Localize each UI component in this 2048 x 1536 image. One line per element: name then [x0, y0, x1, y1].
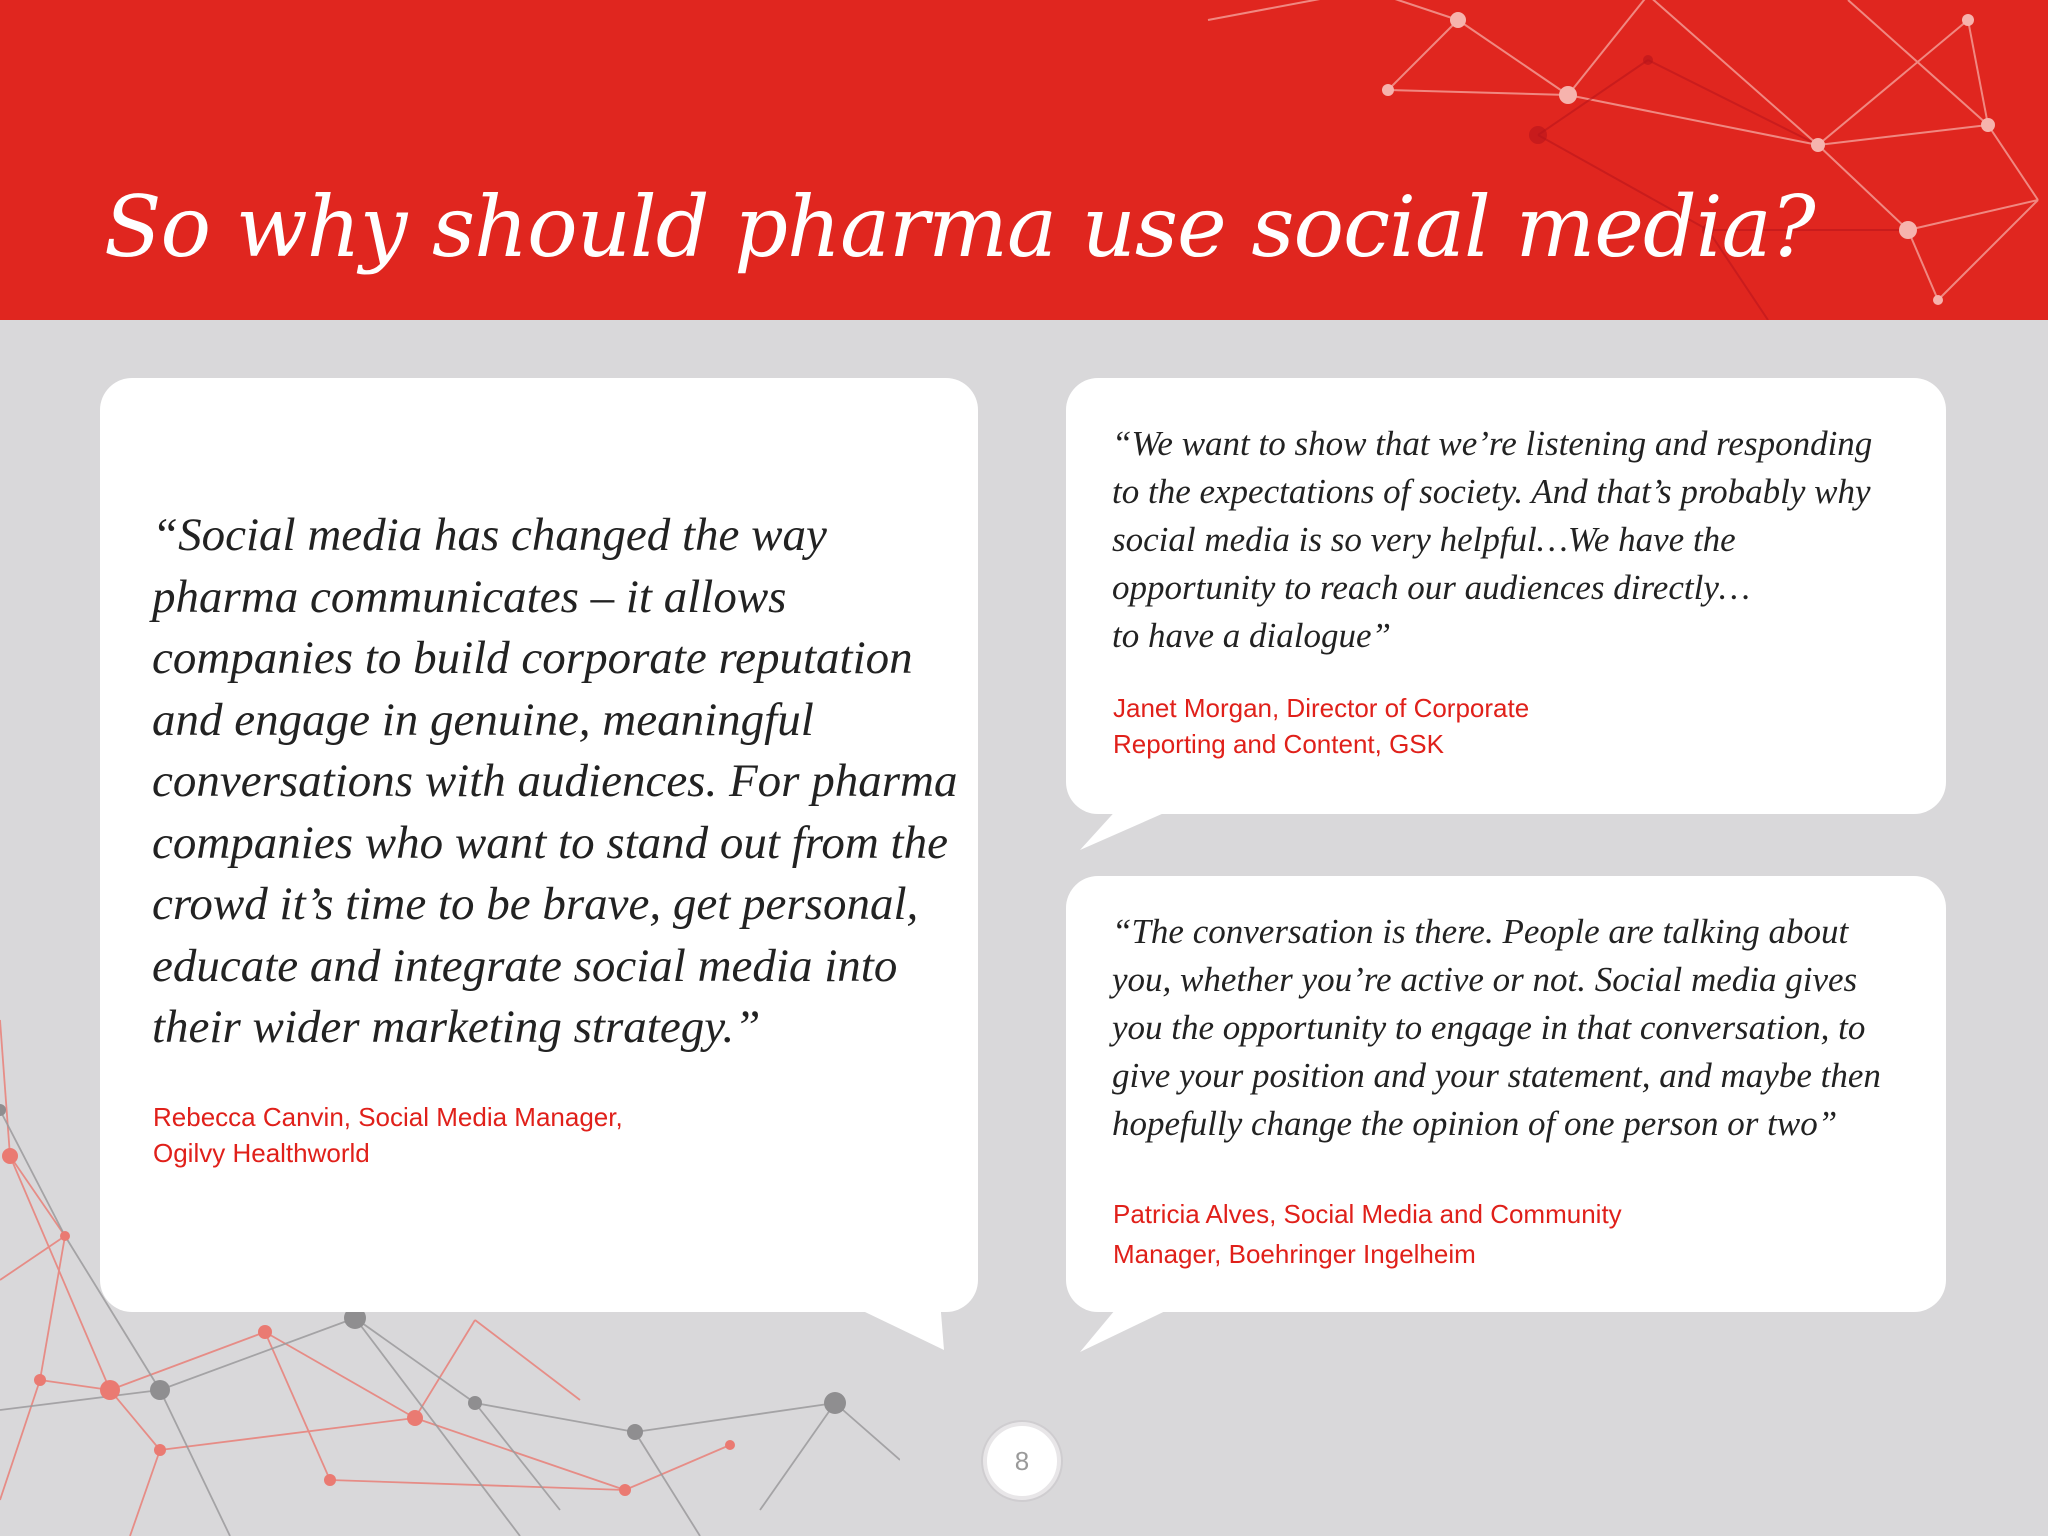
- quote-line: pharma communicates – it allows: [152, 570, 787, 623]
- bubble-tail-bottom-right: [1080, 1304, 1190, 1354]
- bubble-tail-left: [840, 1300, 950, 1356]
- quote-text-3: [1112, 908, 1881, 1148]
- quote-line: companies to build corporate reputation: [152, 632, 913, 684]
- attribution-line: Manager, Boehringer Ingelheim: [1113, 1239, 1476, 1269]
- quote-line: their wider marketing strategy.”: [152, 1001, 761, 1053]
- quote-line: to have a dialogue”: [1112, 616, 1391, 655]
- quote-line: you, whether you’re active or not. Social media gives: [1112, 960, 1858, 999]
- attribution-line: Rebecca Canvin, Social Media Manager,: [153, 1102, 623, 1132]
- quote-line: give your position and your statement, and maybe then: [1112, 1056, 1881, 1095]
- attribution-line: Reporting and Content, GSK: [1113, 729, 1444, 759]
- quote-line: educate and integrate social media into: [152, 939, 898, 992]
- quote-line: conversations with audiences. For pharma: [152, 755, 958, 807]
- attribution-line: Ogilvy Healthworld: [153, 1138, 370, 1168]
- quote-line: crowd it’s time to be brave, get personal,: [152, 878, 919, 930]
- quote-line: “We want to show that we’re listening and responding: [1112, 424, 1873, 463]
- quote-line: to the expectations of society. And that’s probably why: [1112, 472, 1871, 511]
- quote-line: opportunity to reach our audiences directly…: [1112, 568, 1750, 607]
- page-number: 8: [1014, 1445, 1030, 1476]
- quote-text-2: [1112, 420, 1872, 660]
- quote-text-1: [152, 505, 957, 1059]
- quote-line: and engage in genuine, meaningful: [152, 693, 814, 746]
- quote-line: social media is so very helpful…We have the: [1112, 520, 1736, 559]
- quote-line: companies who want to stand out from the: [152, 816, 948, 869]
- header-banner: [0, 0, 2048, 320]
- quote-line: “Social media has changed the way: [152, 509, 827, 561]
- page-title: So why should pharma use social media?: [104, 178, 1815, 276]
- quote-line: hopefully change the opinion of one person or two”: [1112, 1104, 1838, 1143]
- attribution-1: [153, 1099, 623, 1171]
- attribution-line: Patricia Alves, Social Media and Community: [1113, 1199, 1622, 1229]
- page-number-badge: [983, 1422, 1061, 1500]
- attribution-3: [1113, 1194, 1622, 1274]
- attribution-2: [1113, 690, 1529, 762]
- bubble-tail-top-right: [1080, 806, 1190, 852]
- attribution-line: Janet Morgan, Director of Corporate: [1113, 693, 1530, 723]
- quote-line: “The conversation is there. People are talking about: [1112, 912, 1849, 951]
- quote-line: you the opportunity to engage in that conversation, to: [1112, 1008, 1866, 1047]
